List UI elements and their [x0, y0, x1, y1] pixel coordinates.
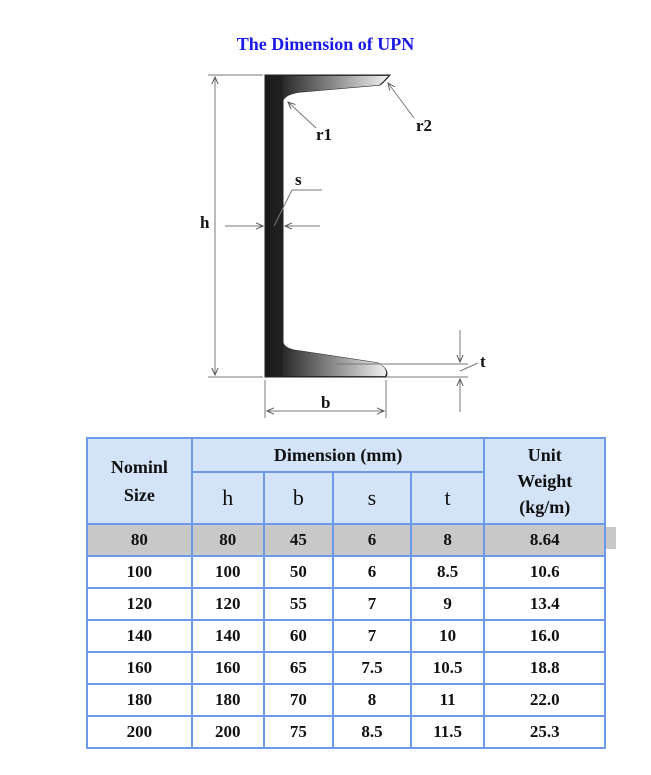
label-h: h: [200, 213, 210, 232]
table-row: [87, 524, 605, 556]
table-cell: 70: [264, 684, 334, 716]
table-cell: 18.8: [484, 652, 605, 684]
table-cell: 7: [333, 588, 411, 620]
table-cell: 200: [87, 716, 192, 748]
table-cell: 140: [87, 620, 192, 652]
table-row: [87, 620, 605, 652]
header-col-s: s: [333, 472, 411, 524]
table-cell: 8: [333, 684, 411, 716]
header-col-h: h: [192, 472, 264, 524]
table-cell: 180: [87, 684, 192, 716]
table-cell: 8.5: [411, 556, 485, 588]
table-cell: 160: [192, 652, 264, 684]
table-cell: 60: [264, 620, 334, 652]
header-col-t: t: [411, 472, 485, 524]
header-unit-weight-line2: Weight: [517, 471, 573, 491]
table-cell: 13.4: [484, 588, 605, 620]
table-row: [87, 588, 605, 620]
table-cell: 9: [411, 588, 485, 620]
table-cell: 25.3: [484, 716, 605, 748]
table-cell: 120: [192, 588, 264, 620]
header-nominal-size: Nominl Size: [87, 438, 192, 524]
table-cell: 16.0: [484, 620, 605, 652]
table-cell: 22.0: [484, 684, 605, 716]
table-cell: 10: [411, 620, 485, 652]
table-cell: 180: [192, 684, 264, 716]
table-cell: 50: [264, 556, 334, 588]
table-cell: 45: [264, 524, 334, 556]
channel-section: [265, 75, 390, 377]
header-dimension-group: Dimension (mm): [192, 438, 485, 472]
table-cell: 100: [192, 556, 264, 588]
table-cell: 6: [333, 524, 411, 556]
table-cell: 140: [192, 620, 264, 652]
highlight-marker: [606, 527, 616, 549]
label-r1: r1: [316, 125, 333, 144]
label-r2: r2: [416, 116, 433, 135]
label-b: b: [321, 393, 331, 412]
header-unit-weight-line1: Unit: [527, 445, 562, 465]
table-row: [87, 684, 605, 716]
page-title: The Dimension of UPN: [236, 34, 415, 54]
table-cell: 160: [87, 652, 192, 684]
table-cell: 11.5: [411, 716, 485, 748]
table-cell: 11: [411, 684, 485, 716]
table-cell: 120: [87, 588, 192, 620]
table-cell: 7: [333, 620, 411, 652]
table-cell: 200: [192, 716, 264, 748]
table-body: [87, 524, 605, 748]
table-cell: 100: [87, 556, 192, 588]
table-row: [87, 716, 605, 748]
header-unit-weight: [484, 438, 605, 524]
header-col-b: b: [264, 472, 334, 524]
header-unit-weight-line3: (kg/m): [519, 497, 571, 517]
table-cell: 55: [264, 588, 334, 620]
table-cell: 65: [264, 652, 334, 684]
table-row: [87, 652, 605, 684]
label-t: t: [480, 352, 486, 371]
label-s: s: [295, 170, 302, 189]
table-row: [87, 556, 605, 588]
table-cell: 6: [333, 556, 411, 588]
table-cell: 7.5: [333, 652, 411, 684]
table-cell: 8.5: [333, 716, 411, 748]
table-cell: 8: [411, 524, 485, 556]
table-cell: 80: [192, 524, 264, 556]
table-cell: 80: [87, 524, 192, 556]
table-cell: 10.5: [411, 652, 485, 684]
table-cell: 8.64: [484, 524, 605, 556]
dimension-table: [86, 437, 606, 749]
table-cell: 75: [264, 716, 334, 748]
table-cell: 10.6: [484, 556, 605, 588]
